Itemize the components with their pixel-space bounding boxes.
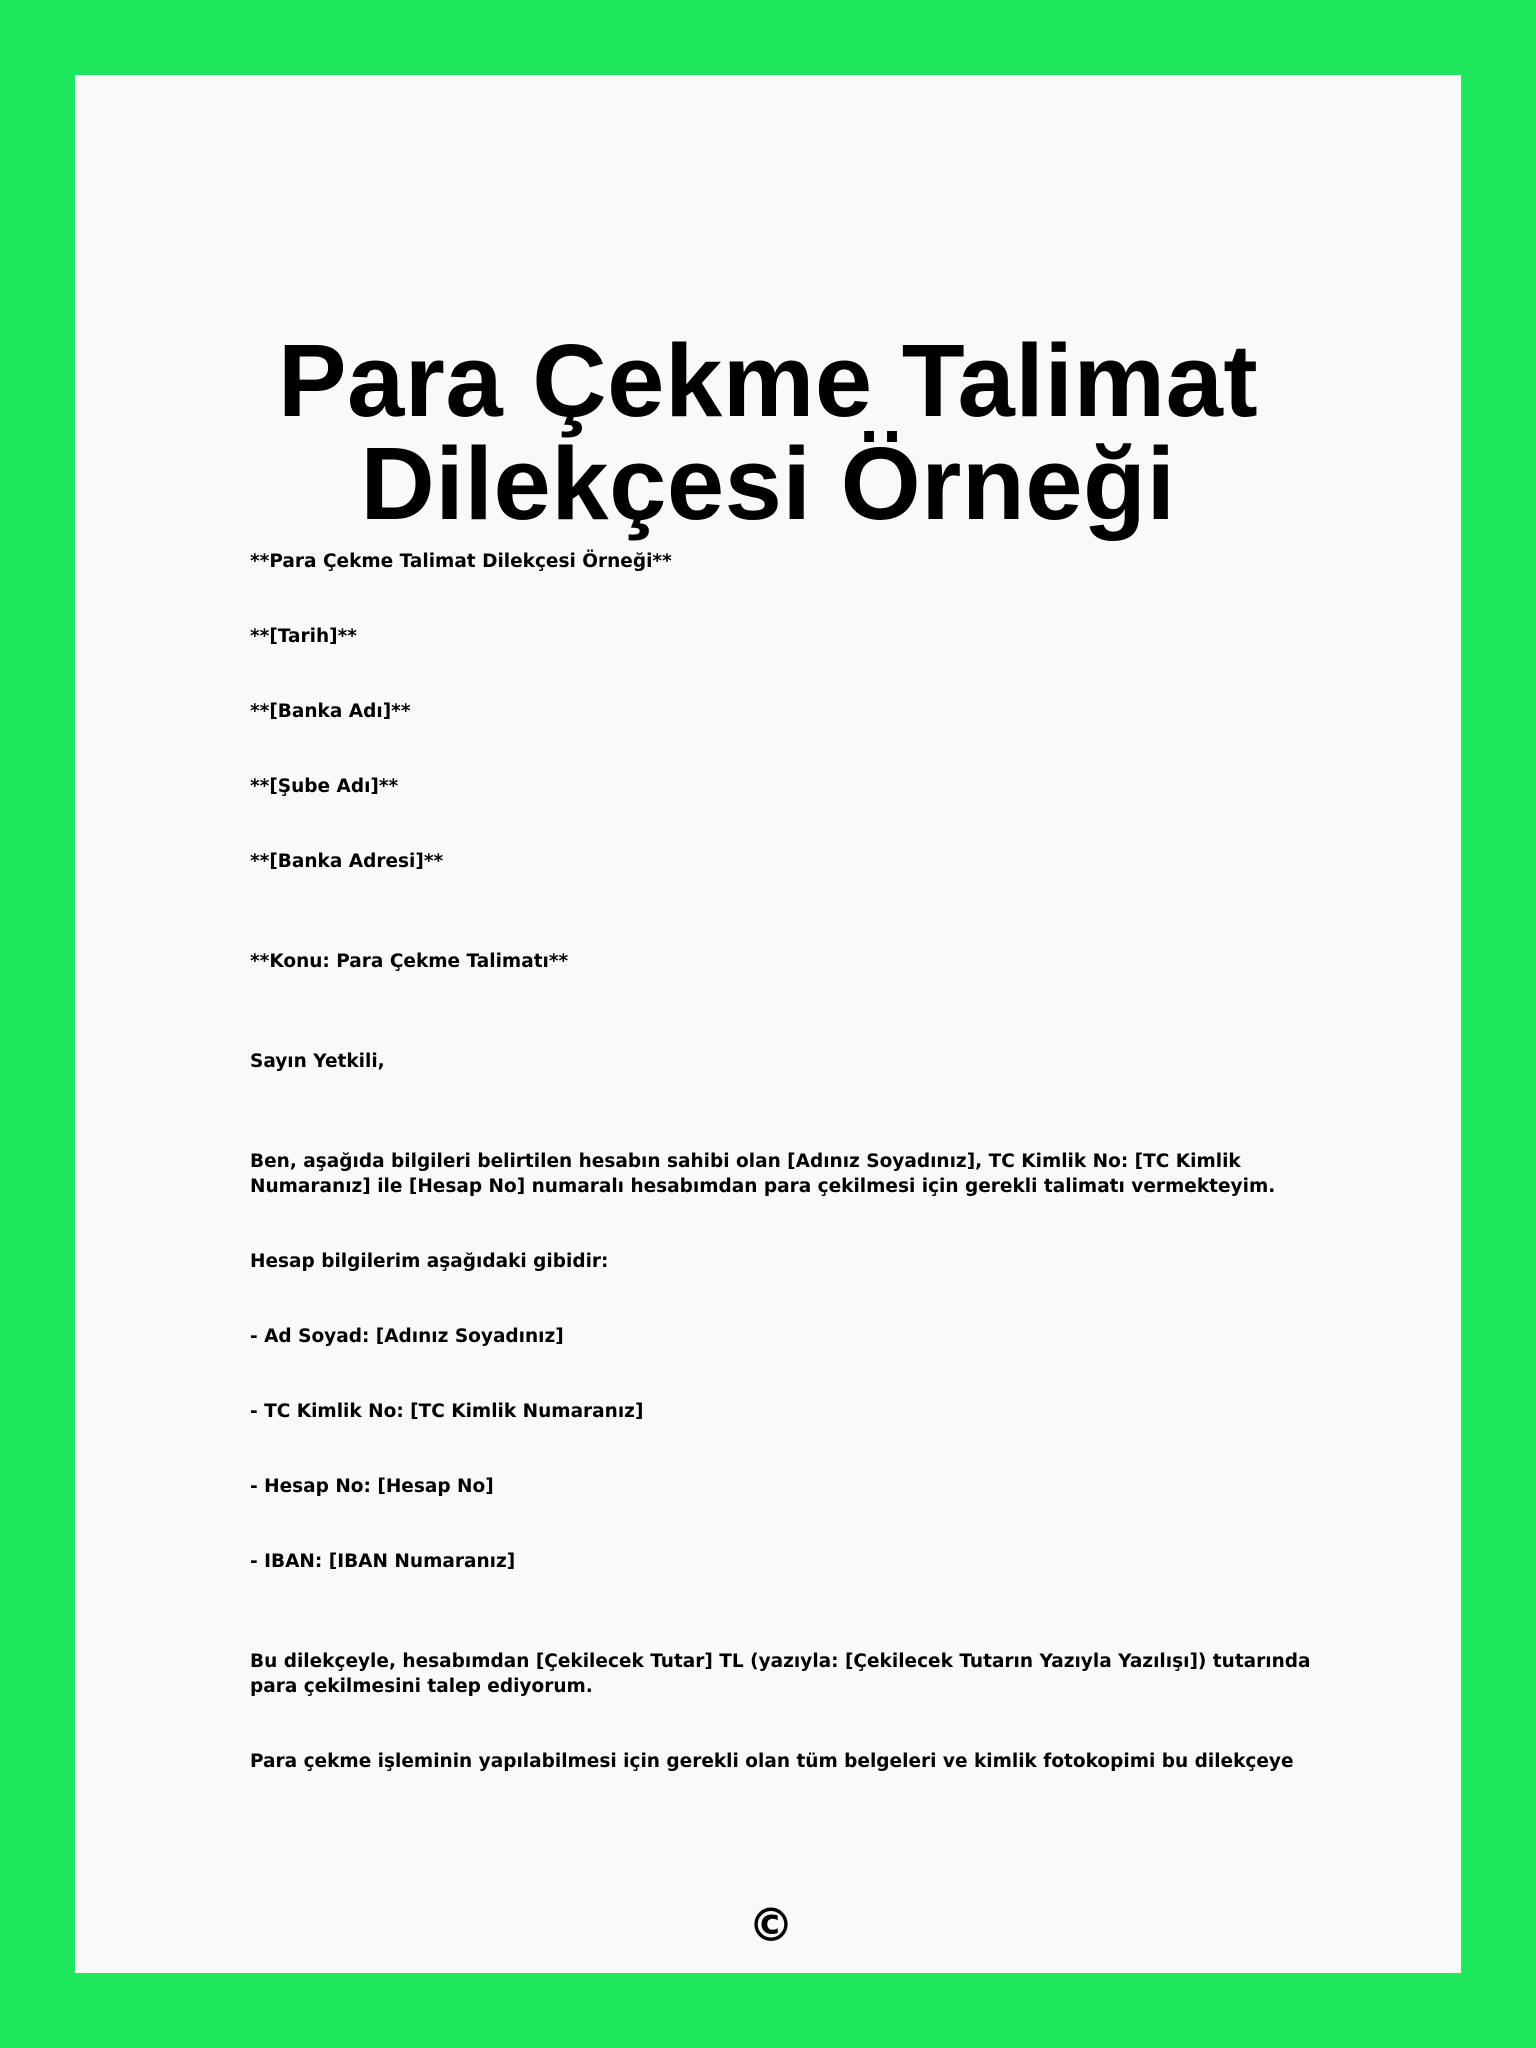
list-item-tc-id: - TC Kimlik No: [TC Kimlik Numaranız] [250,1401,644,1422]
date-placeholder: **[Tarih]** [250,626,357,647]
bank-name-placeholder: **[Banka Adı]** [250,701,411,722]
account-info-intro: Hesap bilgilerim aşağıdaki gibidir: [250,1251,609,1272]
document-title [75,323,1461,541]
bank-address-placeholder: **[Banka Adresi]** [250,851,444,872]
branch-name-placeholder: **[Şube Adı]** [250,776,399,797]
copyright-icon: © [748,1898,794,1952]
heading-repeat: **Para Çekme Talimat Dilekçesi Örneği** [250,551,672,572]
request-paragraph: Bu dilekçeyle, hesabımdan [Çekilecek Tutar] TL (yazıyla: [Çekilecek Tutarın Yazıyla Yazılışı]) tutarında para çekilmesini talep ediyorum. [250,1651,1317,1697]
list-item-iban: - IBAN: [IBAN Numaranız] [250,1551,516,1572]
attachments-paragraph: Para çekme işleminin yapılabilmesi için gerekli olan tüm belgeleri ve kimlik fotokopimi bu dilekçeye [250,1751,1294,1772]
document-page [75,75,1461,1973]
list-item-account-no: - Hesap No: [Hesap No] [250,1476,494,1497]
salutation: Sayın Yetkili, [250,1051,385,1072]
list-item-name: - Ad Soyad: [Adınız Soyadınız] [250,1326,564,1347]
document-title-line-1: Para Çekme Talimat [277,323,1259,438]
document-title-line-2: Dilekçesi Örneği [360,426,1176,541]
intro-paragraph: Ben, aşağıda bilgileri belirtilen hesabın sahibi olan [Adınız Soyadınız], TC Kimlik No: [TC Kimlik Numaranız] ile [Hesap No] numaralı hesabımdan para çekilmesi için gerekli talimatı vermekteyim. [250,1151,1276,1197]
subject-line: **Konu: Para Çekme Talimatı** [250,951,569,972]
